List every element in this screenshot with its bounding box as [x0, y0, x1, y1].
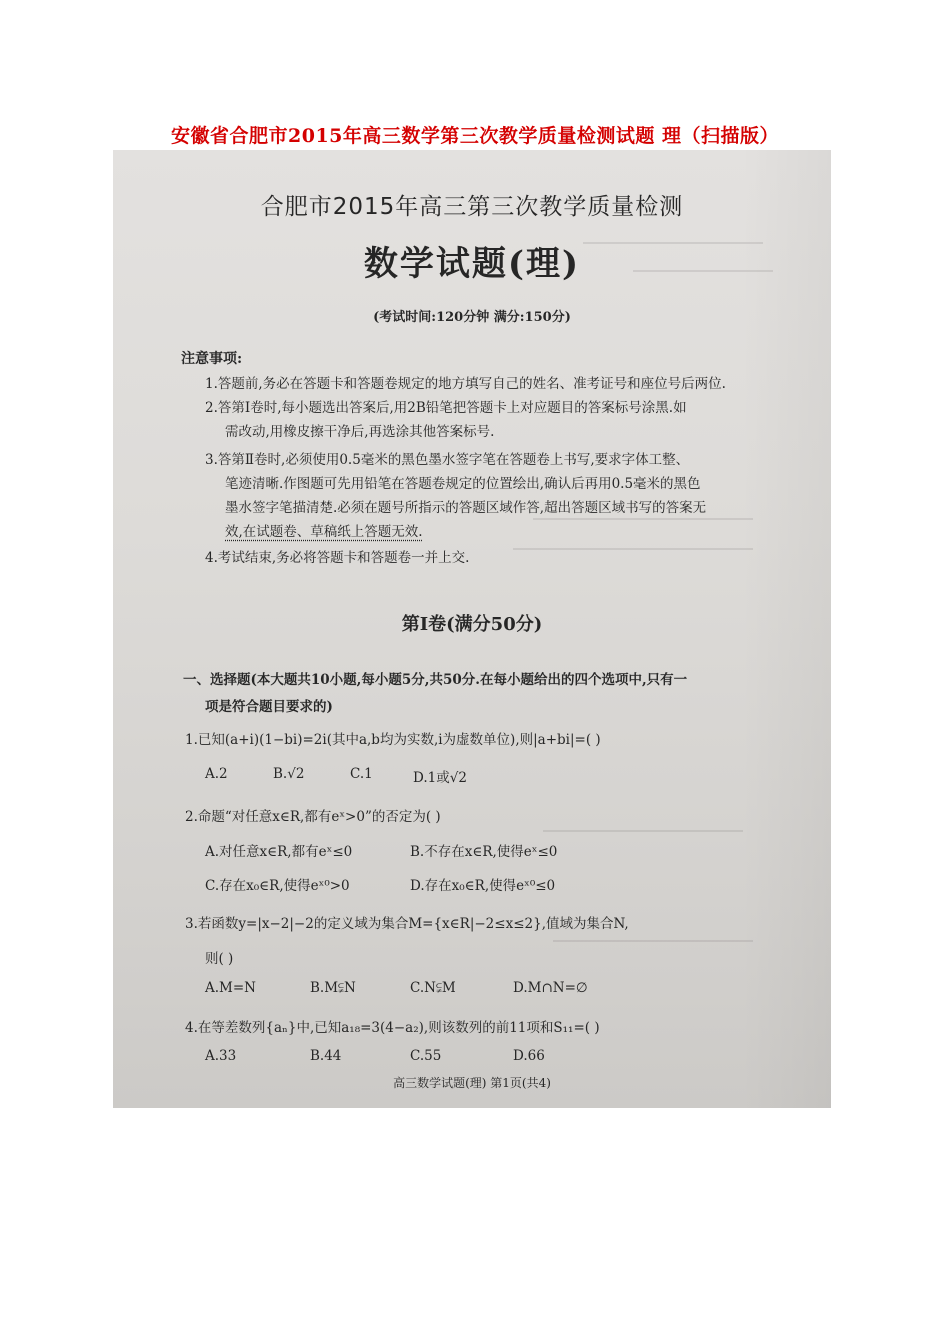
question-stem: 4.在等差数列{aₙ}中,已知a₁₈=3(4−a₂),则该数列的前11项和S₁₁=( ) [185, 1020, 600, 1036]
question-stem: 2.命题“对任意x∈R,都有eˣ>0”的否定为( ) [185, 809, 441, 825]
question-option: C.55 [410, 1048, 442, 1064]
notice-line: 需改动,用橡皮擦干净后,再选涂其他答案标号. [225, 424, 495, 440]
notice-line: 3.答第Ⅱ卷时,必须使用0.5毫米的黑色墨水签字笔在答题卷上书写,要求字体工整、 [205, 452, 690, 468]
exam-time-and-score: (考试时间:120分钟 满分:150分) [373, 310, 571, 325]
scanned-exam-page [113, 150, 831, 1108]
notice-line: 2.答第Ⅰ卷时,每小题选出答案后,用2B铅笔把答题卡上对应题目的答案标号涂黑.如 [205, 400, 687, 416]
notice-heading: 注意事项: [181, 351, 243, 367]
notice-line: 笔迹清晰.作图题可先用铅笔在答题卷规定的位置绘出,确认后再用0.5毫米的黑色 [225, 476, 701, 492]
question-option: B.M⫋N [310, 980, 356, 996]
question-option: D.1或√2 [413, 770, 467, 786]
question-option: C.1 [350, 766, 373, 782]
question-option: A.2 [205, 766, 228, 782]
exam-subject-title: 数学试题(理) [363, 244, 581, 284]
question-option: C.N⫋M [410, 980, 456, 996]
page-footer: 高三数学试题(理) 第1页(共4) [393, 1076, 551, 1090]
question-stem: 1.已知(a+i)(1−bi)=2i(其中a,b均为实数,i为虚数单位),则|a+bi|=( ) [185, 732, 601, 748]
question-option: D.M∩N=∅ [513, 980, 588, 996]
question-option: B.不存在x∈R,使得eˣ≤0 [410, 844, 558, 860]
question-option: A.对任意x∈R,都有eˣ≤0 [205, 844, 353, 860]
show-through-mark [553, 940, 753, 942]
section-intro: 项是符合题目要求的) [205, 699, 333, 715]
show-through-mark [543, 830, 743, 832]
question-option: B.√2 [273, 766, 305, 782]
show-through-mark [533, 518, 753, 520]
show-through-mark [513, 548, 753, 550]
question-option: A.33 [205, 1048, 237, 1064]
question-stem-continued: 则( ) [205, 951, 234, 967]
question-option: C.存在x₀∈R,使得eˣ⁰>0 [205, 878, 350, 894]
question-option: D.存在x₀∈R,使得eˣ⁰≤0 [410, 878, 556, 894]
document-title: 安徽省合肥市2015年高三数学第三次教学质量检测试题 理（扫描版） [171, 125, 779, 147]
notice-line: 1.答题前,务必在答题卡和答题卷规定的地方填写自己的姓名、准考证号和座位号后两位. [205, 376, 726, 392]
notice-line: 4.考试结束,务必将答题卡和答题卷一并上交. [205, 550, 470, 566]
exam-header: 合肥市2015年高三第三次教学质量检测 [260, 194, 684, 220]
notice-line: 效,在试题卷、草稿纸上答题无效. [225, 524, 423, 540]
notice-line: 墨水签字笔描清楚.必须在题号所指示的答题区域作答,超出答题区域书写的答案无 [225, 500, 707, 516]
question-option: B.44 [310, 1048, 342, 1064]
section-intro: 一、选择题(本大题共10小题,每小题5分,共50分.在每小题给出的四个选项中,只有一 [183, 672, 688, 688]
section-heading: 第Ⅰ卷(满分50分) [401, 614, 543, 635]
question-stem: 3.若函数y=|x−2|−2的定义域为集合M={x∈R|−2≤x≤2},值域为集合N, [185, 916, 629, 932]
question-option: A.M=N [205, 980, 256, 996]
question-option: D.66 [513, 1048, 545, 1064]
